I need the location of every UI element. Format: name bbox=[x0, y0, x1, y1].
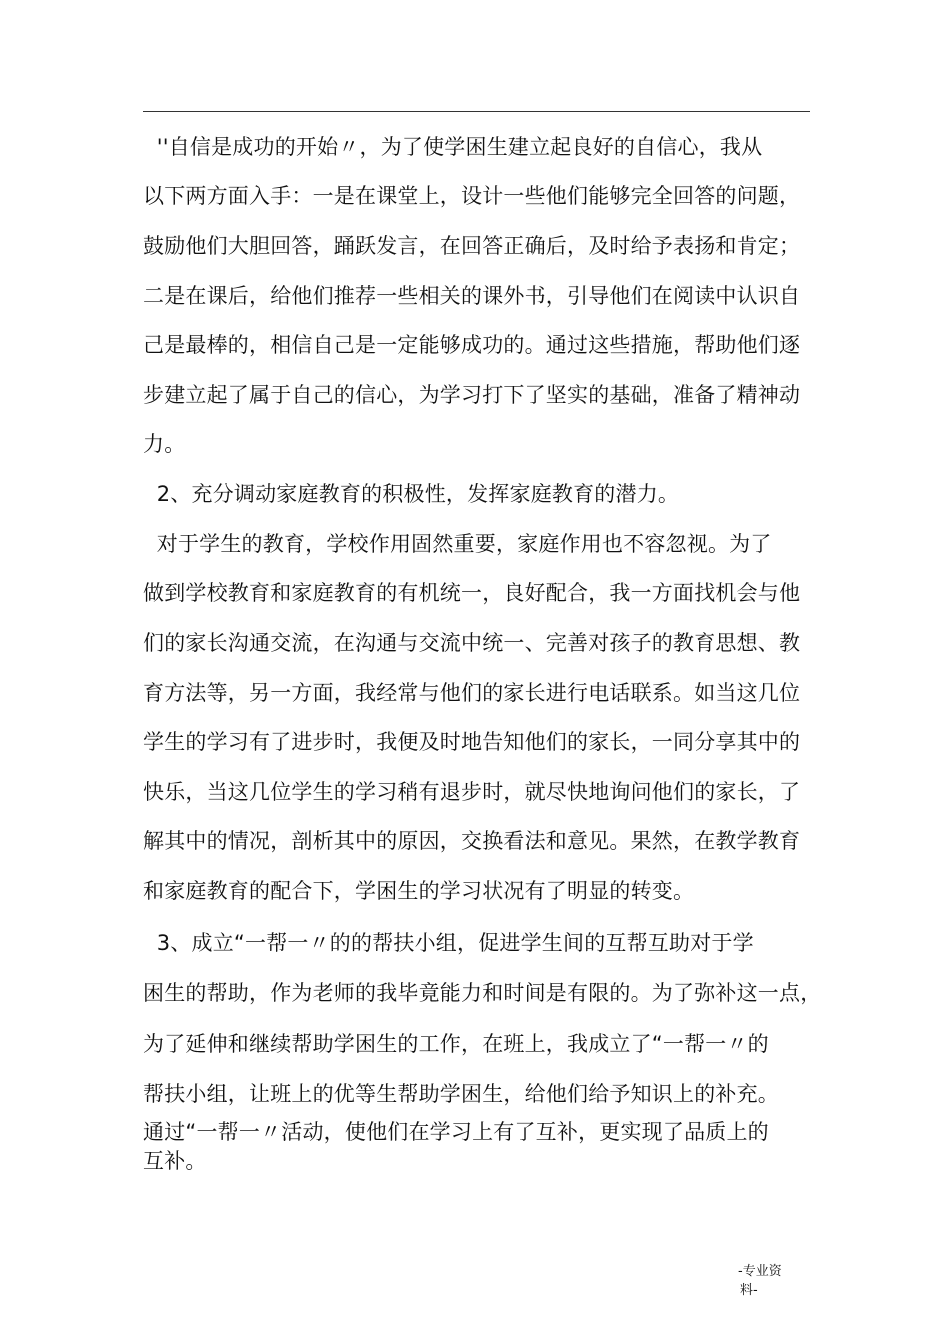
paragraph-line: 鼓励他们大胆回答，踊跃发言，在回答正确后，及时给予表扬和肯定； bbox=[143, 234, 801, 258]
paragraph-line: 互补。 bbox=[143, 1149, 207, 1173]
footer-label-line2: 料- bbox=[740, 1283, 758, 1298]
header-rule bbox=[143, 111, 810, 112]
paragraph-line: 育方法等，另一方面，我经常与他们的家长进行电话联系。如当这几位 bbox=[143, 681, 801, 705]
paragraph-line: 己是最棒的，相信自己是一定能够成功的。通过这些措施，帮助他们逐 bbox=[143, 333, 801, 357]
paragraph-line: 困生的帮助，作为老师的我毕竟能力和时间是有限的。为了弥补这一点， bbox=[143, 981, 822, 1005]
paragraph-line: 和家庭教育的配合下，学困生的学习状况有了明显的转变。 bbox=[143, 879, 695, 903]
paragraph-line: 通过“一帮一〃活动，使他们在学习上有了互补，更实现了品质上的 bbox=[143, 1120, 769, 1144]
paragraph-line: 解其中的情况，剖析其中的原因，交换看法和意见。果然，在教学教育 bbox=[143, 829, 801, 853]
section-heading: 2、充分调动家庭教育的积极性，发挥家庭教育的潜力。 bbox=[143, 482, 680, 506]
paragraph-line: 以下两方面入手：一是在课堂上，设计一些他们能够完全回答的问题， bbox=[143, 184, 801, 208]
section-heading: 3、成立“一帮一〃的的帮扶小组，促进学生间的互帮互助对于学 bbox=[143, 931, 754, 955]
footer-label-line1: -专业资 bbox=[738, 1264, 782, 1279]
paragraph-line: 们的家长沟通交流，在沟通与交流中统一、完善对孩子的教育思想、教 bbox=[143, 631, 801, 655]
paragraph-line: 二是在课后，给他们推荐一些相关的课外书，引导他们在阅读中认识自 bbox=[143, 284, 801, 308]
paragraph-line: 为了延伸和继续帮助学困生的工作，在班上，我成立了“一帮一〃的 bbox=[143, 1032, 769, 1056]
paragraph-line: 对于学生的教育，学校作用固然重要，家庭作用也不容忽视。为了 bbox=[143, 532, 772, 556]
paragraph-line: 做到学校教育和家庭教育的有机统一，良好配合，我一方面找机会与他 bbox=[143, 581, 801, 605]
paragraph-line: 力。 bbox=[143, 432, 186, 456]
paragraph-line: ''自信是成功的开始〃，为了使学困生建立起良好的自信心，我从 bbox=[143, 135, 763, 159]
paragraph-line: 快乐，当这几位学生的学习稍有退步时，就尽快地询问他们的家长，了 bbox=[143, 780, 801, 804]
paragraph-line: 学生的学习有了进步时，我便及时地告知他们的家长，一同分享其中的 bbox=[143, 730, 801, 754]
paragraph-line: 帮扶小组，让班上的优等生帮助学困生，给他们给予知识上的补充。 bbox=[143, 1082, 779, 1106]
paragraph-line: 步建立起了属于自己的信心，为学习打下了坚实的基础，准备了精神动 bbox=[143, 383, 801, 407]
